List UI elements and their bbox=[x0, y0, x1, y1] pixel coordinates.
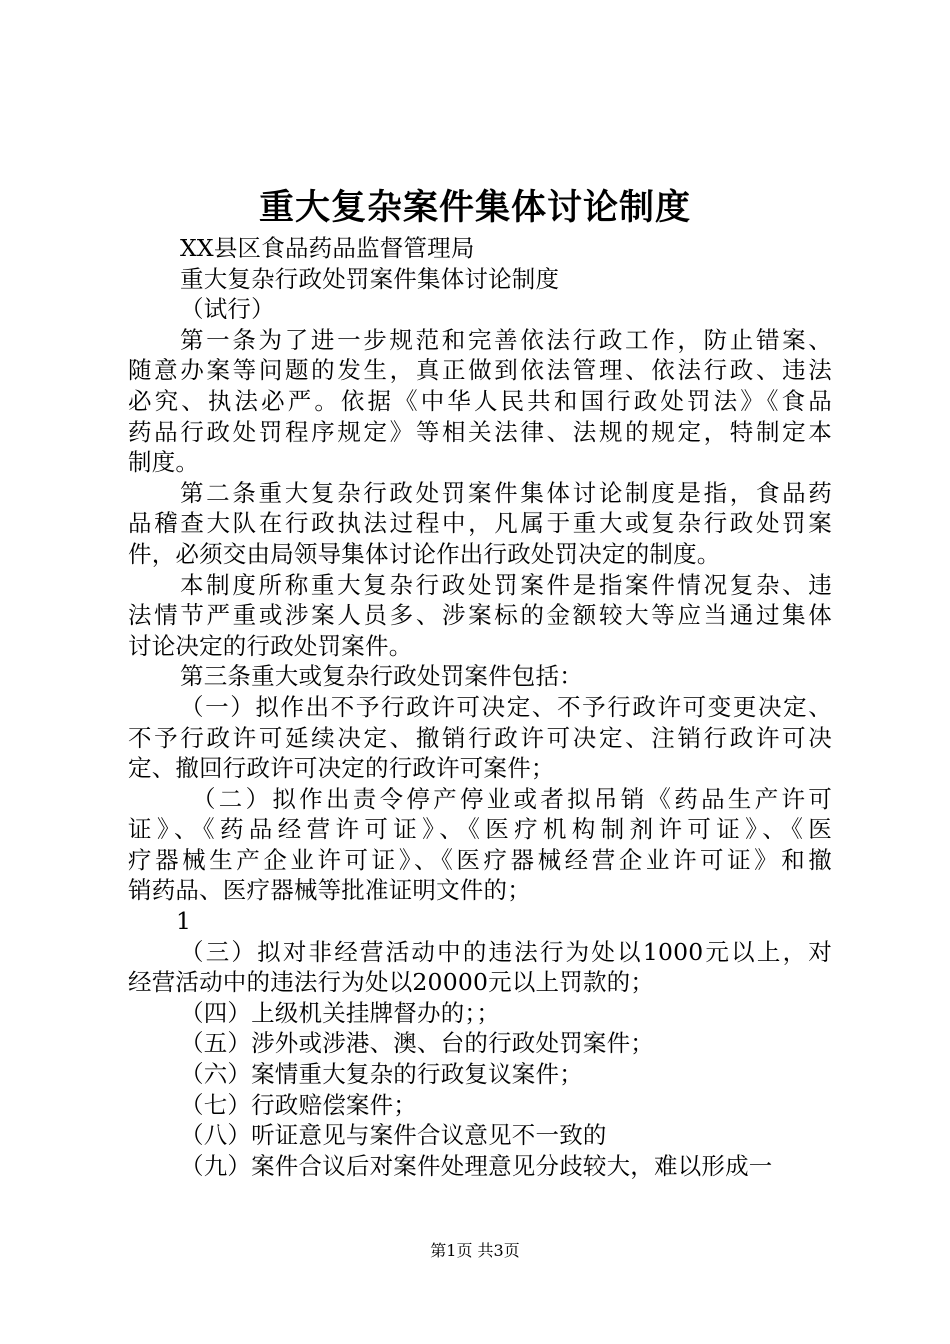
article-1-line: 随意办案等问题的发生，真正做到依法管理、依法行政、违法 bbox=[128, 356, 832, 385]
trial-note-line: （试行） bbox=[180, 295, 275, 324]
article-2-line: 品稽查大队在行政执法过程中，凡属于重大或复杂行政处罚案 bbox=[128, 509, 832, 538]
item-2-line: （二）拟作出责令停产停业或者拟吊销《药品生产许可 bbox=[192, 784, 832, 813]
article-1-line: 必究、执法必严。依据《中华人民共和国行政处罚法》《食品 bbox=[128, 386, 832, 415]
item-2-line: 证》、《药品经营许可证》、《医疗机构制剂许可证》、《医 bbox=[128, 815, 832, 844]
item-9-line: （九）案件合议后对案件处理意见分歧较大，难以形成一 bbox=[180, 1151, 773, 1180]
article-1-line: 制度。 bbox=[128, 448, 200, 477]
item-2-line: 销药品、医疗器械等批准证明文件的； bbox=[128, 876, 531, 905]
item-1-line: （一）拟作出不予行政许可决定、不予行政许可变更决定、 bbox=[180, 692, 832, 721]
item-1-line: 定、撤回行政许可决定的行政许可案件； bbox=[128, 754, 555, 783]
item-6-line: （六）案情重大复杂的行政复议案件； bbox=[180, 1060, 583, 1089]
article-1-line: 第一条为了进一步规范和完善依法行政工作，防止错案、 bbox=[180, 325, 832, 354]
document-body bbox=[128, 233, 832, 1181]
definition-line: 讨论决定的行政处罚案件。 bbox=[128, 631, 413, 660]
item-4-line: （四）上级机关挂牌督办的；； bbox=[180, 998, 501, 1027]
issuer-line: XX县区食品药品监督管理局 bbox=[180, 234, 475, 262]
article-3-line: 第三条重大或复杂行政处罚案件包括： bbox=[180, 662, 583, 691]
article-1-line: 药品行政处罚程序规定》等相关法律、法规的规定，特制定本 bbox=[128, 417, 832, 446]
item-3-line: （三）拟对非经营活动中的违法行为处以1000元以上，对 bbox=[180, 937, 832, 966]
item-5-line: （五）涉外或涉港、澳、台的行政处罚案件； bbox=[180, 1029, 654, 1058]
subtitle-line: 重大复杂行政处罚案件集体讨论制度 bbox=[180, 264, 560, 293]
item-8-line: （八）听证意见与案件合议意见不一致的 bbox=[180, 1121, 607, 1150]
article-2-line: 第二条重大复杂行政处罚案件集体讨论制度是指，食品药 bbox=[180, 478, 832, 507]
article-2-line: 件，必须交由局领导集体讨论作出行政处罚决定的制度。 bbox=[128, 539, 721, 568]
inline-page-number: 1 bbox=[176, 907, 192, 936]
item-7-line: （七）行政赔偿案件； bbox=[180, 1090, 417, 1119]
page-footer: 第1页 共3页 bbox=[430, 1241, 520, 1260]
item-2-line: 疗器械生产企业许可证》、《医疗器械经营企业许可证》和撤 bbox=[128, 845, 832, 874]
definition-line: 本制度所称重大复杂行政处罚案件是指案件情况复杂、违 bbox=[180, 570, 832, 599]
item-1-line: 不予行政许可延续决定、撤销行政许可决定、注销行政许可决 bbox=[128, 723, 832, 752]
definition-line: 法情节严重或涉案人员多、涉案标的金额较大等应当通过集体 bbox=[128, 601, 832, 630]
item-3-line: 经营活动中的违法行为处以20000元以上罚款的； bbox=[128, 968, 655, 997]
document-title: 重大复杂案件集体讨论制度 bbox=[258, 187, 691, 228]
